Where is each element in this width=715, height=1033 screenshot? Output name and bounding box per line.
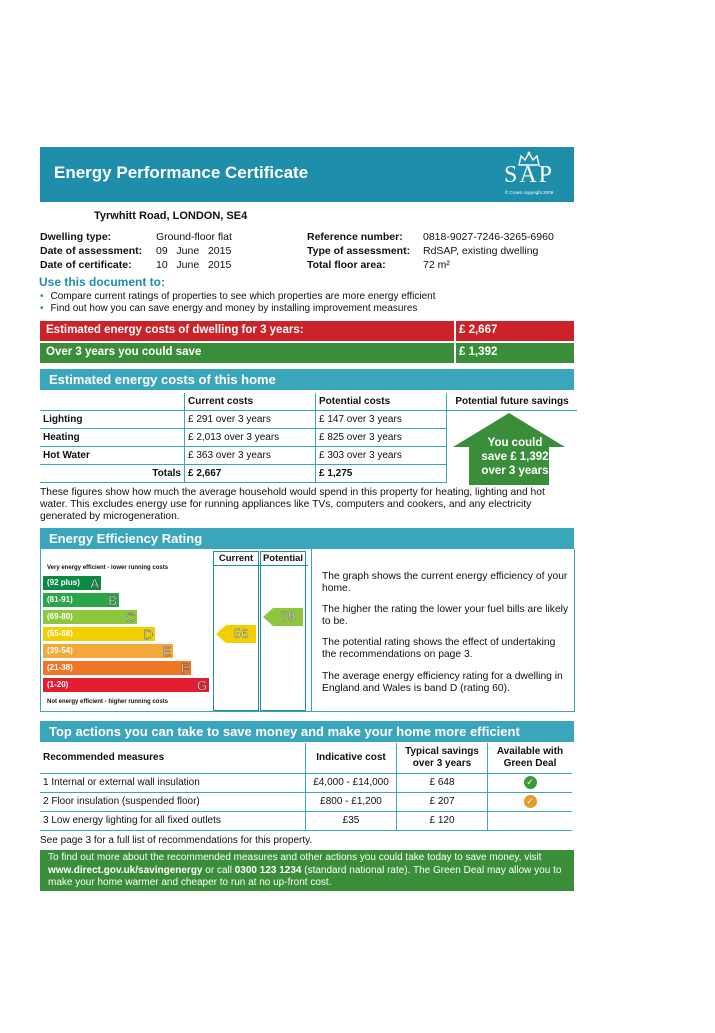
band-range: (69-80) [47, 612, 73, 621]
rating-band-a [43, 576, 101, 590]
row-label: Lighting [40, 411, 185, 429]
band-letter: E [162, 644, 171, 659]
explain-1: The graph shows the current energy efficiency of your home. [322, 571, 568, 594]
col-savings: Typical savings over 3 years [397, 743, 488, 773]
use-document-heading: Use this document to: [39, 275, 166, 289]
current-cost: £ 363 over 3 years [185, 447, 316, 465]
top-note: Very energy efficient - lower running costs [47, 565, 169, 571]
col-current-costs: Current costs [185, 393, 316, 411]
typical-saving: £ 207 [397, 792, 488, 811]
savings-bar: Over 3 years you could save £ 1,392 [40, 343, 574, 363]
typical-saving: £ 648 [397, 773, 488, 792]
arrow-text-1: You could [487, 437, 543, 449]
col-potential-costs: Potential costs [316, 393, 447, 411]
current-rating-arrow [216, 625, 256, 646]
potential-rating-arrow [263, 608, 303, 629]
col-measure: Recommended measures [43, 752, 165, 764]
actions-section-heading: Top actions you can take to save money and make your home more efficient [40, 721, 574, 742]
savingenergy-link[interactable]: www.direct.gov.uk/savingenergy [48, 864, 203, 876]
use-bullet-1: • Compare current ratings of properties to see which properties are more energy efficient [40, 291, 436, 302]
current-cost: £ 2,013 over 3 years [185, 429, 316, 447]
savings-value: £ 1,392 [459, 346, 498, 358]
certificate-header [40, 147, 574, 202]
green-check-icon: ✓ [524, 776, 537, 789]
rating-band-f [43, 661, 191, 675]
dwelling-type: Ground-floor flat [156, 231, 232, 243]
details-right-values [423, 230, 554, 272]
assessment-type: RdSAP, existing dwelling [423, 245, 539, 257]
reference-number: 0818-9027-7246-3265-6960 [423, 231, 554, 243]
orange-check-icon: ✓ [524, 795, 537, 808]
green-deal-cell [488, 792, 573, 811]
col-current-label: Current [218, 553, 254, 564]
potential-rating-value: 79 [280, 609, 296, 624]
rating-chart [40, 549, 312, 712]
arrow-text-2: save £ 1,392 [481, 451, 549, 463]
rating-explanation [310, 549, 575, 712]
property-address: Tyrwhitt Road, LONDON, SE4 [94, 210, 248, 222]
band-letter: C [125, 610, 135, 625]
actions-table [40, 743, 572, 831]
estimated-cost-value: £ 2,667 [459, 324, 498, 336]
details-right: Reference number: Type of assessment: Total floor area: [307, 231, 411, 271]
explain-4: The average energy efficiency rating for a dwelling in England and Wales is band D (rating 60). [322, 671, 563, 694]
band-range: (81-91) [47, 595, 73, 604]
rating-band-b [43, 593, 119, 607]
col-potential-label: Potential [262, 553, 304, 564]
totals-current: £ 2,667 [185, 465, 316, 483]
row-label: Heating [40, 429, 185, 447]
band-range: (55-68) [47, 629, 73, 638]
rating-section-heading: Energy Efficiency Rating [40, 528, 574, 549]
potential-column [260, 551, 306, 711]
arrow-text-3: over 3 years [481, 465, 549, 477]
band-letter: D [143, 627, 153, 642]
band-range: (92 plus) [47, 578, 80, 587]
current-rating-value: 56 [233, 626, 249, 641]
band-letter: G [196, 678, 207, 693]
measure: 2 Floor insulation (suspended floor) [40, 792, 306, 811]
explain-2: The higher the rating the lower your fuel bills are likely to be. [322, 604, 569, 627]
details-left: Dwelling type: Date of assessment: Date of certificate: [40, 231, 143, 271]
floor-area: 72 m² [423, 259, 450, 271]
explain-3: The potential rating shows the effect of undertaking the recommendations on page 3. [322, 637, 556, 660]
indicative-cost: £35 [306, 811, 397, 830]
details-left-values [156, 230, 232, 272]
phone-number: 0300 123 1234 [234, 864, 302, 876]
row-label: Hot Water [40, 447, 185, 465]
use-bullet-2: • Find out how you can save energy and money by installing improvement measures [40, 303, 418, 314]
rating-band-e [43, 644, 173, 658]
measure: 1 Internal or external wall insulation [40, 773, 306, 792]
potential-cost: £ 303 over 3 years [316, 447, 447, 465]
savings-arrow-cell [447, 411, 578, 483]
see-page-note: See page 3 for a full list of recommendations for this property. [40, 835, 313, 846]
measure: 3 Low energy lighting for all fixed outlets [40, 811, 306, 830]
col-green-deal: Available with Green Deal [488, 743, 573, 773]
certificate-date: 10 June 2015 [156, 259, 232, 271]
band-letter: F [181, 661, 189, 676]
indicative-cost: £4,000 - £14,000 [306, 773, 397, 792]
current-cost: £ 291 over 3 years [185, 411, 316, 429]
costs-table [40, 393, 577, 483]
band-range: (1-20) [47, 680, 69, 689]
green-deal-box: To find out more about the recommended measures and other actions you could take today to save money, visit www.direct.gov.uk/savingenergy or call 0300 123 1234 (standard national rate). The Green Deal may allow you to make your home warmer and cheaper to run at no up-front cost. [40, 850, 574, 891]
rating-band-c [43, 610, 137, 624]
indicative-cost: £800 - £1,200 [306, 792, 397, 811]
totals-potential: £ 1,275 [316, 465, 447, 483]
rating-band-g [43, 678, 209, 692]
costs-section-heading: Estimated energy costs of this home [40, 369, 574, 390]
rating-band-d [43, 627, 155, 641]
typical-saving: £ 120 [397, 811, 488, 830]
band-letter: A [90, 576, 99, 591]
potential-cost: £ 825 over 3 years [316, 429, 447, 447]
bottom-note: Not energy efficient - higher running costs [47, 699, 169, 705]
green-deal-cell [488, 811, 573, 830]
potential-cost: £ 147 over 3 years [316, 411, 447, 429]
sap-logo: SAP © Crown copyright 2009 [498, 150, 560, 198]
green-deal-cell [488, 773, 573, 792]
page-title: Energy Performance Certificate [54, 163, 309, 182]
col-cost: Indicative cost [306, 743, 397, 773]
band-range: (21-38) [47, 663, 73, 672]
col-future-savings: Potential future savings [447, 393, 578, 411]
estimated-cost-bar: Estimated energy costs of dwelling for 3 years: £ 2,667 [40, 321, 574, 341]
band-letter: B [108, 593, 117, 608]
costs-note: These figures show how much the average household would spend in this property for heating, lighting and hot water. This excludes energy use for running appliances like TVs, computers and cookers, and any electricity generated by microgeneration. [40, 487, 545, 522]
assessment-date: 09 June 2015 [156, 245, 232, 257]
totals-label: Totals [40, 465, 185, 483]
band-range: (39-54) [47, 646, 73, 655]
